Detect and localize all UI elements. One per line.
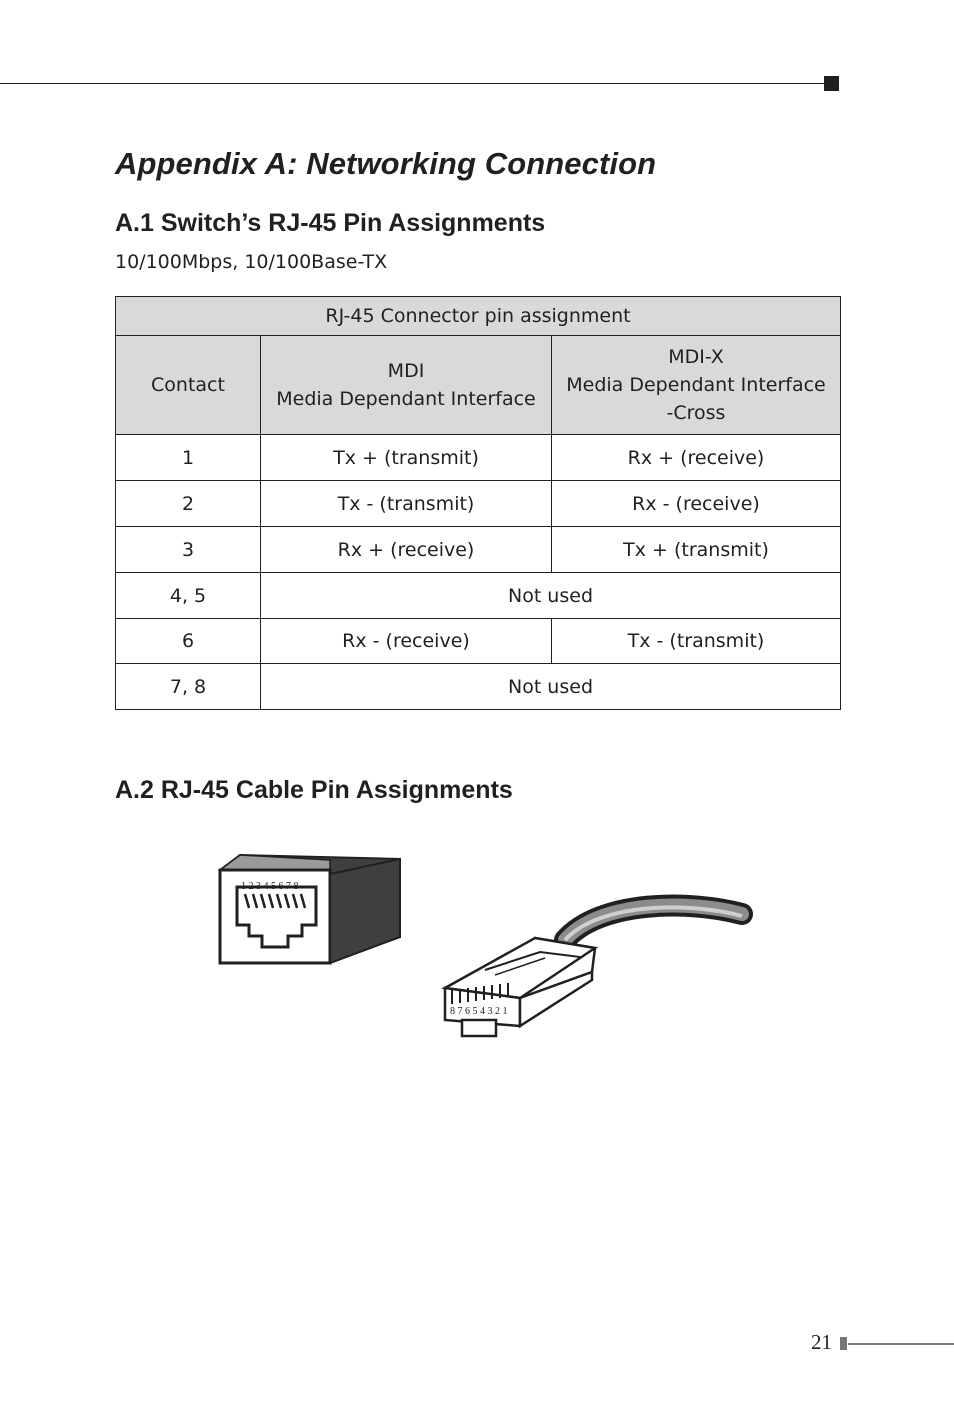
table-row bbox=[116, 664, 841, 710]
header-contact: Contact bbox=[116, 336, 261, 435]
footer-rule bbox=[848, 1343, 954, 1345]
table-caption: RJ-45 Connector pin assignment bbox=[116, 297, 841, 336]
table-row bbox=[116, 435, 841, 481]
rj45-jack-illustration bbox=[220, 855, 400, 963]
not-used-cell: Not used bbox=[261, 664, 841, 710]
header-mdi-line1: MDI bbox=[387, 360, 425, 382]
mdix-cell: Tx - (transmit) bbox=[552, 619, 841, 664]
contact-cell: 7, 8 bbox=[116, 664, 261, 710]
not-used-cell: Not used bbox=[261, 573, 841, 619]
page-title: Appendix A: Networking Connection bbox=[115, 146, 657, 181]
mdi-cell: Tx + (transmit) bbox=[261, 435, 552, 481]
mdix-cell: Rx + (receive) bbox=[552, 435, 841, 481]
contact-cell: 1 bbox=[116, 435, 261, 481]
pin-assignment-table bbox=[115, 296, 841, 710]
rj45-plug-illustration bbox=[445, 906, 742, 1036]
plug-pin-numbers: 8 7 6 5 4 3 2 1 bbox=[450, 1006, 508, 1017]
section-title-switch-pins: A.1 Switch’s RJ-45 Pin Assignments bbox=[115, 209, 546, 237]
contact-cell: 4, 5 bbox=[116, 573, 261, 619]
table-header-row bbox=[116, 336, 841, 435]
header-mdix-line3: -Cross bbox=[666, 402, 726, 424]
header-mdix-line2: Media Dependant Interface bbox=[566, 374, 826, 396]
section-subtitle: 10/100Mbps, 10/100Base-TX bbox=[115, 251, 388, 273]
table-row bbox=[116, 527, 841, 573]
mdix-cell: Rx - (receive) bbox=[552, 481, 841, 527]
header-rule bbox=[0, 83, 824, 84]
rj45-illustration bbox=[0, 830, 954, 1050]
header-mdi-line2: Media Dependant Interface bbox=[276, 388, 536, 410]
mdi-cell: Tx - (transmit) bbox=[261, 481, 552, 527]
header-square-marker bbox=[824, 76, 839, 91]
header-mdix-line1: MDI-X bbox=[668, 346, 724, 368]
header-mdi bbox=[261, 336, 552, 435]
contact-cell: 6 bbox=[116, 619, 261, 664]
contact-cell: 2 bbox=[116, 481, 261, 527]
mdi-cell: Rx + (receive) bbox=[261, 527, 552, 573]
table-caption-row bbox=[116, 297, 841, 336]
table-row bbox=[116, 619, 841, 664]
mdix-cell: Tx + (transmit) bbox=[552, 527, 841, 573]
table-row bbox=[116, 481, 841, 527]
footer-square-marker bbox=[840, 1337, 847, 1350]
header-mdix bbox=[552, 336, 841, 435]
jack-pin-numbers: 1 2 3 4 5 6 7 8 bbox=[241, 881, 299, 892]
section-title-cable-pins: A.2 RJ-45 Cable Pin Assignments bbox=[115, 776, 513, 804]
page-number: 21 bbox=[811, 1330, 832, 1354]
mdi-cell: Rx - (receive) bbox=[261, 619, 552, 664]
table-row bbox=[116, 573, 841, 619]
contact-cell: 3 bbox=[116, 527, 261, 573]
